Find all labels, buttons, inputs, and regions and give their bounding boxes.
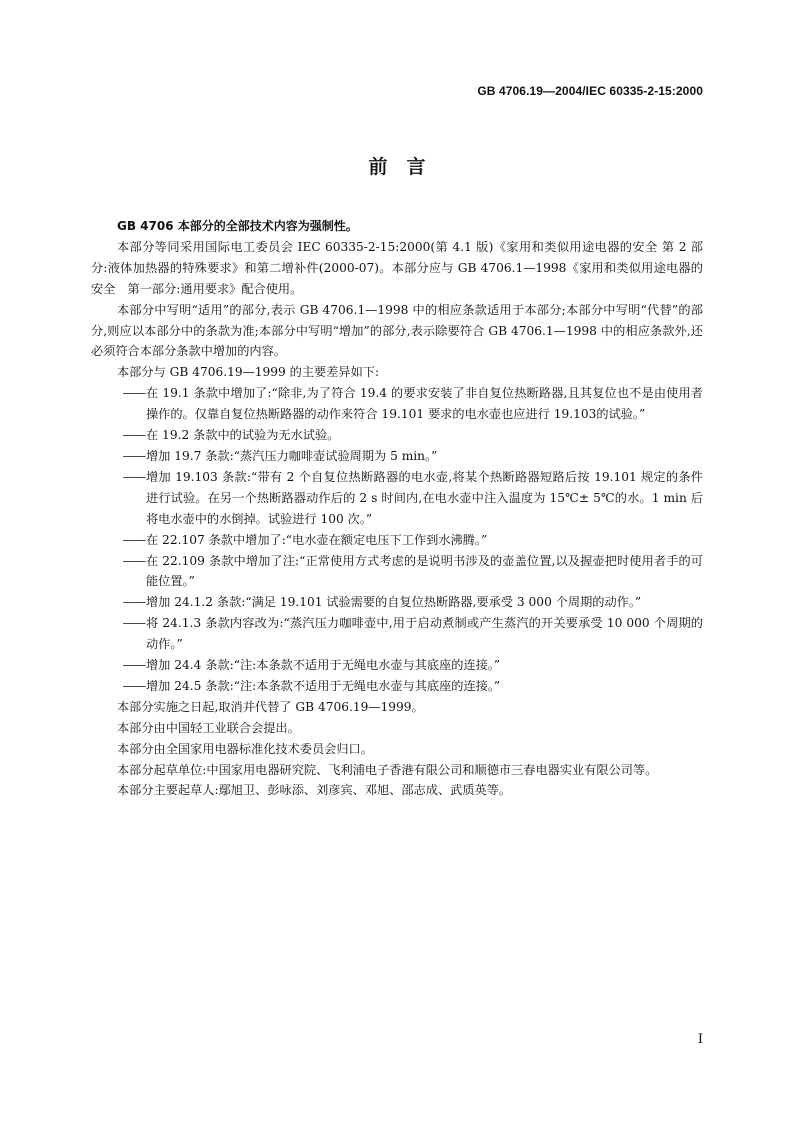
list-item: [91, 446, 703, 467]
dash-marker: ——: [122, 469, 145, 484]
dash-marker: ——: [122, 678, 145, 693]
list-item: [91, 676, 703, 697]
list-item-text: 在 22.109 条款中增加了注:“正常使用方式考虑的是说明书涉及的壶盖位置,以及握壶把时使用者手的可能位置。”: [146, 553, 703, 589]
drafters-paragraph: 本部分主要起草人:鄢旭卫、彭咏添、刘彦宾、邓旭、邵志成、武质英等。: [117, 783, 512, 798]
dash-marker: ——: [122, 553, 145, 568]
list-item-text: 增加 19.7 条款:“蒸汽压力咖啡壶试验周期为 5 min。”: [146, 448, 438, 463]
list-item: [91, 655, 703, 676]
list-item: [91, 467, 703, 530]
list-item-text: 增加 19.103 条款:“带有 2 个自复位热断路器的电水壶,将某个热断路器短路后按 19.101 规定的条件进行试验。在另一个热断路器动作后的 2 s 时间内,在电水壶中注入温度为 15℃± 5℃的水。1 min 后将电水壶中的水倒掉。试验进行 100 次。”: [146, 469, 703, 526]
dash-marker: ——: [122, 616, 145, 631]
dash-marker: ——: [122, 386, 145, 401]
adoption-paragraph: 本部分等同采用国际电工委员会 IEC 60335-2-15:2000(第 4.1 版)《家用和类似用途电器的安全 第 2 部分:液体加热器的特殊要求》和第二增补件(2000-07)。本部分应与 GB 4706.1—1998《家用和类似用途电器的安全 第一部分:通用要求》配合使用。: [91, 239, 703, 296]
list-item-text: 增加 24.5 条款:“注:本条款不适用于无绳电水壶与其底座的连接。”: [146, 678, 501, 693]
terms-paragraph: 本部分中写明“适用”的部分,表示 GB 4706.1—1998 中的相应条款适用于本部分;本部分中写明“代替”的部分,则应以本部分中的条款为准;本部分中写明“增加”的部分,表示除要符合 GB 4706.1—1998 中的相应条款外,还必须符合本部分条款中增加的内容。: [91, 302, 703, 359]
differences-intro: 本部分与 GB 4706.19—1999 的主要差异如下:: [117, 365, 380, 380]
dash-marker: ——: [122, 532, 145, 547]
foreword-body: [91, 216, 703, 801]
proposer-paragraph: 本部分由中国轻工业联合会提出。: [117, 720, 300, 735]
list-item-text: 在 19.1 条款中增加了:“除非,为了符合 19.4 的要求安装了非自复位热断路器,且其复位也不是由使用者操作的。仅靠自复位热断路器的动作来符合 19.101 要求的电水壶也应进行 19.103的试验。”: [146, 386, 703, 422]
list-item-text: 将 24.1.3 条款内容改为:“蒸汽压力咖啡壶中,用于启动煮制或产生蒸汽的开关要承受 10 000 个周期的动作。”: [146, 616, 703, 652]
dash-marker: ——: [122, 658, 145, 673]
list-item-text: 在 22.107 条款中增加了:“电水壶在额定电压下工作到水沸腾。”: [146, 532, 488, 547]
list-item-text: 增加 24.4 条款:“注:本条款不适用于无绳电水壶与其底座的连接。”: [146, 658, 501, 673]
page-number: I: [697, 1032, 703, 1047]
replacement-paragraph: 本部分实施之日起,取消并代替了 GB 4706.19—1999。: [117, 699, 424, 714]
list-item: [91, 530, 703, 551]
dash-marker: ——: [122, 428, 145, 443]
list-item-text: 增加 24.1.2 条款:“满足 19.101 试验需要的自复位热断路器,要承受 3 000 个周期的动作。”: [146, 595, 642, 610]
standard-id-header: GB 4706.19—2004/IEC 60335-2-15:2000: [477, 84, 703, 98]
drafting-units-paragraph: 本部分起草单位:中国家用电器研究院、飞利浦电子香港有限公司和顺德市三春电器实业有限公司等。: [117, 762, 658, 777]
list-item: [91, 613, 703, 655]
list-item-text: 在 19.2 条款中的试验为无水试验。: [146, 428, 340, 443]
page-title: 前 言: [368, 156, 426, 178]
dash-marker: ——: [122, 595, 145, 610]
list-item: [91, 383, 703, 425]
list-item: [91, 551, 703, 593]
list-item: [91, 425, 703, 446]
list-item: [91, 592, 703, 613]
committee-paragraph: 本部分由全国家用电器标准化技术委员会归口。: [117, 741, 373, 756]
dash-marker: ——: [122, 448, 145, 463]
mandatory-statement: GB 4706 本部分的全部技术内容为强制性。: [117, 219, 358, 233]
